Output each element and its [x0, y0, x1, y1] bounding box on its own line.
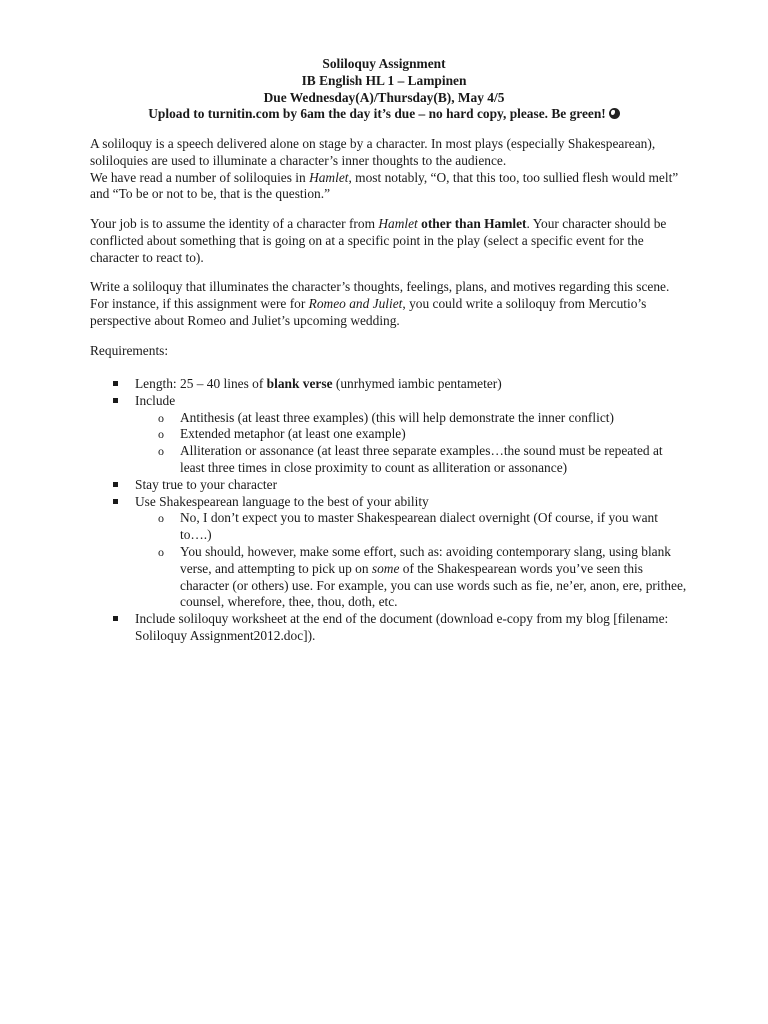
effort-text-start: You should, however, make some effort, such as: avoiding contemporary slang, using blank verse, and attempting to pick up on: [180, 543, 671, 576]
title-block: [0, 56, 768, 123]
language-label: Use Shakespearean language to the best of your ability: [135, 493, 429, 509]
play-title-romeo-juliet: Romeo and Juliet: [308, 295, 403, 311]
list-item: [135, 544, 690, 611]
job-paragraph: [90, 216, 690, 266]
list-item: o Antithesis (at least three examples) (this will help demonstrate the inner conflict): [135, 410, 690, 427]
effort-text-end: of the Shakespearean words you’ve seen this character (or others) use. For example, you can use words such as fie, ne’er, anon, ere, prithee, counsel, wherefore, thee, thou, doth, etc.: [180, 560, 687, 610]
job-text-end: . Your character should be conflicted about something that is going on at a specific point in the play (select a specific event for the character to react to).: [90, 216, 667, 265]
intro-quotes: , most notably, “O, that this too, too sullied flesh would melt” and “To be or not to be, that is the question.”: [90, 169, 679, 202]
play-title-hamlet: Hamlet: [309, 169, 349, 185]
include-label: Include: [135, 392, 176, 408]
list-item: [90, 393, 690, 477]
list-item: [90, 494, 690, 612]
language-sublist: [135, 510, 690, 611]
globe-icon: [609, 108, 620, 119]
intro-text: We have read a number of soliloquies in: [90, 169, 310, 185]
upload-text: Upload to turnitin.com by 6am the day it’s due – no hard copy, please. Be green!: [148, 106, 606, 122]
emphasis-some: some: [371, 560, 400, 576]
requirements-label: Requirements:: [90, 343, 169, 358]
due-date-line: Due Wednesday(A)/Thursday(B), May 4/5: [263, 89, 505, 105]
write-text-end: , you could write a soliloquy from Mercutio’s perspective about Romeo and Juliet’s upcoming wedding.: [90, 295, 647, 328]
length-text: Length: 25 – 40 lines of: [135, 376, 267, 391]
upload-line: [0, 106, 768, 123]
list-item: o No, I don’t expect you to master Shakespearean dialect overnight (Of course, if you want to….): [135, 510, 690, 544]
list-item: Stay true to your character: [90, 477, 690, 494]
requirements-list: [90, 376, 690, 645]
intro-line-1: A soliloquy is a speech delivered alone on stage by a character. In most plays (especially Shakespearean), soliloquies are used to illuminate a character’s inner thoughts to the audience.: [90, 136, 656, 168]
list-item: o Extended metaphor (at least one example): [135, 426, 690, 443]
assignment-title: Soliloquy Assignment: [322, 56, 446, 71]
list-item: Include soliloquy worksheet at the end of the document (download e-copy from my blog [filename: Soliloquy Assignment2012.doc]).: [90, 611, 690, 645]
intro-line-2: [90, 170, 690, 204]
intro-paragraph: [90, 136, 690, 203]
length-note: (unrhymed iambic pentameter): [332, 376, 502, 391]
list-item: [90, 376, 690, 393]
job-text-start: Your job is to assume the identity of a character from: [90, 216, 379, 231]
include-sublist: [135, 410, 690, 477]
course-line: IB English HL 1 – Lampinen: [301, 72, 467, 88]
play-title-hamlet: Hamlet: [378, 216, 418, 231]
write-text-start: Write a soliloquy that illuminates the character’s thoughts, feelings, plans, and motives regarding this scene. For instance, if this assignment were for: [90, 279, 670, 311]
job-text: [90, 216, 690, 266]
list-item: o Alliteration or assonance (at least three separate examples…the sound must be repeated at least three times in close proximity to count as alliteration or assonance): [135, 443, 690, 477]
job-emphasis: other than Hamlet: [421, 216, 527, 231]
write-text: [90, 279, 690, 329]
blank-verse-term: blank verse: [266, 376, 333, 391]
write-paragraph: [90, 279, 690, 329]
